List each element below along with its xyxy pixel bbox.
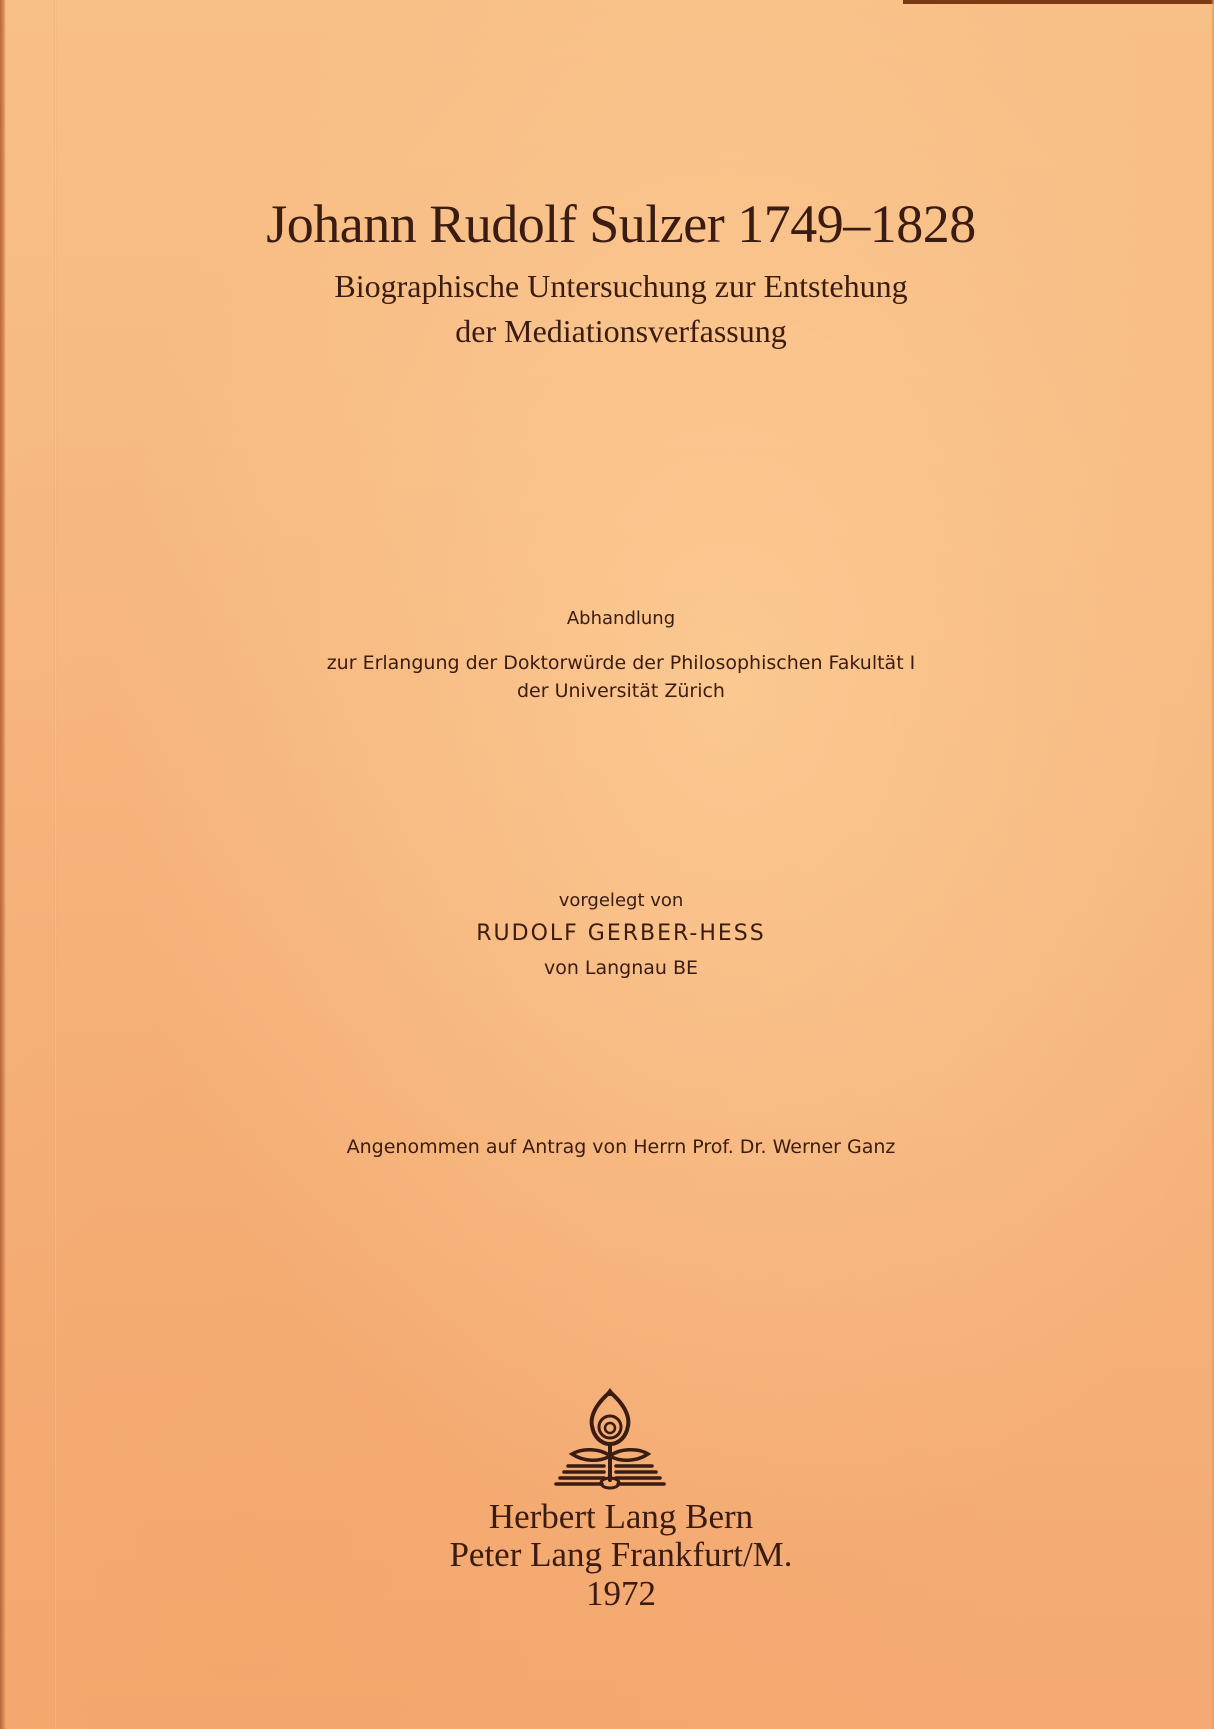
spine-crease [54, 0, 57, 1729]
publication-year: 1972 [586, 1574, 656, 1613]
subtitle-line-2: der Mediationsverfassung [455, 313, 787, 349]
purpose-line-2: der Universität Zürich [517, 680, 725, 702]
publisher-line-1: Herbert Lang Bern [488, 1497, 754, 1536]
author-name: RUDOLF GERBER-HESS [476, 921, 766, 946]
subtitle-line-1: Biographische Untersuchung zur Entstehung [334, 268, 908, 304]
presented-by-label: vorgelegt von [558, 890, 684, 911]
tulip-book-icon [552, 1382, 668, 1490]
purpose-line-1: zur Erlangung der Doktorwürde der Philosophischen Fakultät I [326, 652, 916, 674]
publisher-line-2: Peter Lang Frankfurt/M. [449, 1535, 793, 1574]
accepted-note: Angenommen auf Antrag von Herrn Prof. Dr. Werner Ganz [346, 1136, 896, 1158]
book-title: Johann Rudolf Sulzer 1749–1828 [266, 194, 976, 254]
document-type: Abhandlung [566, 608, 676, 629]
author-origin: von Langnau BE [543, 957, 699, 979]
spine-edge [0, 0, 6, 1729]
top-edge-strip [903, 0, 1214, 4]
